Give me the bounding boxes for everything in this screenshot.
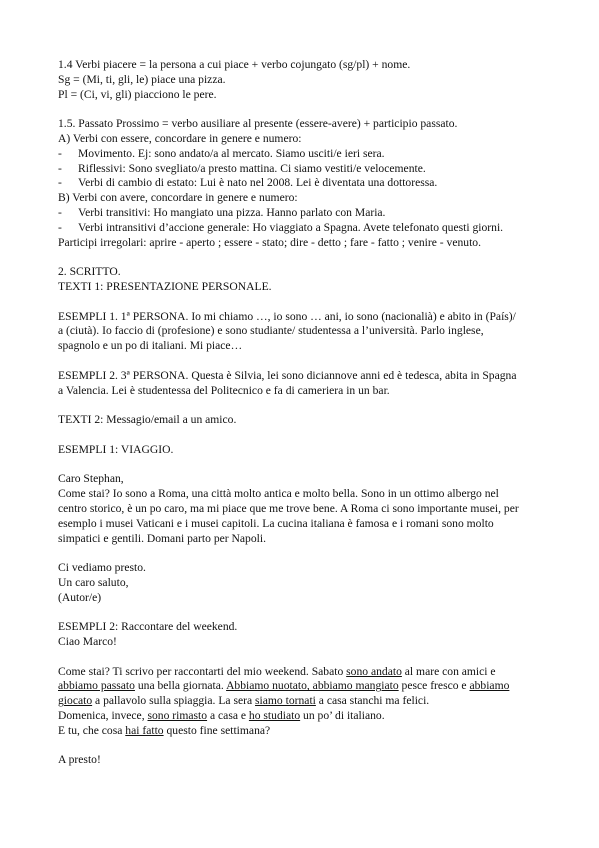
testi1-title: TEXTI 1: PRESENTAZIONE PERSONALE. xyxy=(58,279,272,293)
letter-signature: (Autor/e) xyxy=(58,590,102,604)
weekend-line xyxy=(58,709,558,724)
list-item-text: Verbi di cambio di estato: Lui è nato nel 2008. Lei è diventata una dottoressa. xyxy=(78,176,438,190)
essere-heading: A) Verbi con essere, concordare in genere e numero: xyxy=(58,131,302,145)
bullet-marker: - xyxy=(58,205,62,219)
weekend-line xyxy=(58,665,558,680)
underlined-verb: abbiamo passato xyxy=(58,679,135,693)
list-item xyxy=(58,221,558,236)
text-span: a casa e xyxy=(207,709,249,723)
plural-line: Pl = (Ci, vi, gli) piacciono le pere. xyxy=(58,87,217,101)
weekend-line xyxy=(58,724,558,739)
testi2-title: TEXTI 2: Messagio/email a un amico. xyxy=(58,413,237,427)
underlined-verb: sono andato xyxy=(346,664,402,678)
letter-closing: Ci vediamo presto. xyxy=(58,561,146,575)
list-item xyxy=(58,162,558,177)
avere-heading: B) Verbi con avere, concordare in genere e numero: xyxy=(58,191,298,205)
text-span: una bella giornata. xyxy=(134,679,227,693)
underlined-verb: abbiamo xyxy=(469,679,510,693)
underlined-verb: hai fatto xyxy=(125,723,164,737)
underlined-verb: giocato xyxy=(58,694,93,708)
list-item xyxy=(58,206,558,221)
example1-line: ESEMPLI 1. 1ª PERSONA. Io mi chiamo …, io sono … ani, io sono (nacionalià) e abito in (País)/ xyxy=(58,309,516,323)
text-span: questo fine settimana? xyxy=(163,723,271,737)
underlined-verb: sono rimasto xyxy=(147,709,208,723)
document-body xyxy=(58,58,558,768)
text-span: Domenica, invece, xyxy=(58,709,148,723)
letter-line: Come stai? Io sono a Roma, una città molto antica e molto bella. Sono in un ottimo albergo nel xyxy=(58,487,499,501)
example1-line: a (ciutà). Io faccio di (profesione) e sono studiante/ studentessa a l’università. Parlo inglese, xyxy=(58,324,484,338)
bullet-marker: - xyxy=(58,146,62,160)
list-item-text: Movimento. Ej: sono andato/a al mercato. Siamo usciti/e ieri sera. xyxy=(78,146,385,160)
weekend-line xyxy=(58,679,558,694)
viaggio-title: ESEMPLI 1: VIAGGIO. xyxy=(58,442,174,456)
weekend-line xyxy=(58,694,558,709)
letter-line: esemplo i musei Vaticani e i musei capitoli. La cucina italiana è famosa e i romani sono molto xyxy=(58,516,494,530)
verbi-piacere-line: 1.4 Verbi piacere = la persona a cui piace + verbo cojungato (sg/pl) + nome. xyxy=(58,58,411,71)
text-span: a casa stanchi ma felici. xyxy=(315,694,430,708)
bullet-marker: - xyxy=(58,161,62,175)
text-span: al mare con amici e xyxy=(401,664,496,678)
text-span: pesce fresco e xyxy=(398,679,470,693)
letter-greeting: Caro Stephan, xyxy=(58,472,124,486)
list-item-text: Verbi intransitivi d’accione generale: Ho viaggiato a Spagna. Avete telefonato questi giorni. xyxy=(78,220,504,234)
bullet-marker: - xyxy=(58,220,62,234)
list-item xyxy=(58,176,558,191)
list-item-text: Verbi transitivi: Ho mangiato una pizza. Hanno parlato con Maria. xyxy=(78,205,386,219)
underlined-verb: ho studiato xyxy=(248,709,301,723)
irregular-participles: Participi irregolari: aprire - aperto ; essere - stato; dire - detto ; fare - fatto ; venire - venuto. xyxy=(58,235,481,249)
example2-line: ESEMPLI 2. 3ª PERSONA. Questa è Silvia, lei sono diciannove anni ed è tedesca, abita in Spagna xyxy=(58,368,517,382)
example1-line: spagnolo e un po di italiani. Mi piace… xyxy=(58,339,243,353)
letter-line: simpatici e gentili. Domani parto per Napoli. xyxy=(58,531,266,545)
bullet-marker: - xyxy=(58,176,62,190)
list-item xyxy=(58,147,558,162)
text-span: E tu, che cosa xyxy=(58,723,126,737)
text-span: Come stai? Ti scrivo per raccontarti del mio weekend. Sabato xyxy=(58,664,347,678)
scritto-title: 2. SCRITTO. xyxy=(58,265,121,279)
text-span: un po’ di italiano. xyxy=(300,709,385,723)
underlined-verb: siamo tornati xyxy=(255,694,316,708)
weekend-greeting: Ciao Marco! xyxy=(58,635,117,649)
weekend-closing: A presto! xyxy=(58,753,101,767)
weekend-title: ESEMPLI 2: Raccontare del weekend. xyxy=(58,620,238,634)
list-item-text: Riflessivi: Sono svegliato/a presto mattina. Ci siamo vestiti/e velocemente. xyxy=(78,161,426,175)
example2-line: a Valencia. Lei è studentessa del Politecnico e fa di cameriera in un bar. xyxy=(58,383,390,397)
singular-line: Sg = (Mi, ti, gli, le) piace una pizza. xyxy=(58,72,226,86)
letter-line: centro storico, è un po caro, ma mi piace que me trove bene. A Roma ci sono importante musei, per xyxy=(58,501,519,515)
text-span: a pallavolo sulla spiaggia. La sera xyxy=(92,694,256,708)
letter-closing: Un caro saluto, xyxy=(58,575,129,589)
passato-prossimo-title: 1.5. Passato Prossimo = verbo ausiliare al presente (essere-avere) + participio passato. xyxy=(58,117,458,131)
underlined-verb: Abbiamo nuotato, abbiamo mangiato xyxy=(226,679,399,693)
